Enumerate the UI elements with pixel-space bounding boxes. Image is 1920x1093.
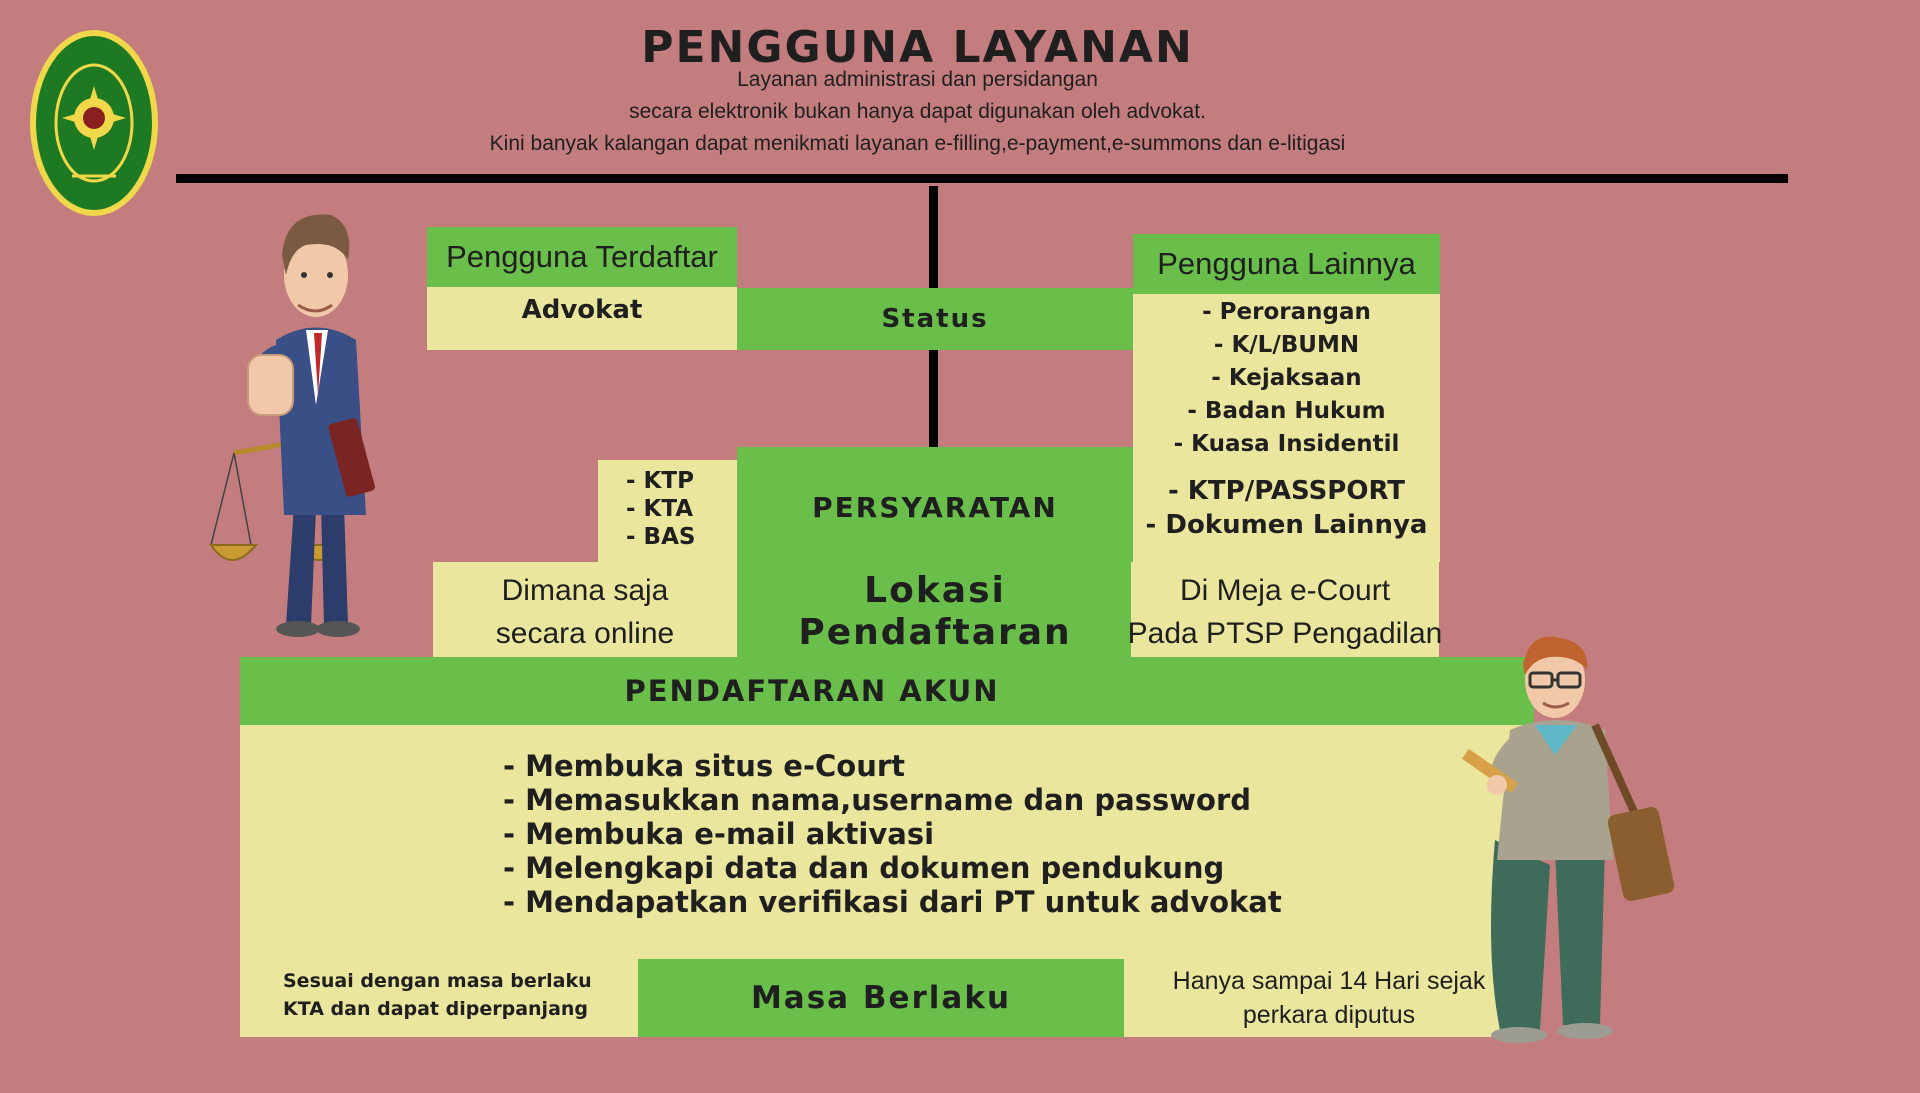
subtitle-line: Kini banyak kalangan dapat menikmati layanan e-filling,e-payment,e-summons dan e-litigasi [489,132,1346,155]
location-label [737,562,1133,662]
list-item: - Perorangan [1202,299,1371,325]
requirements-label: PERSYARATAN [737,447,1133,567]
registered-status-value: Advokat [427,287,737,350]
location-line: Di Meja e-Court [1179,574,1391,607]
connector-line-top [929,186,938,288]
status-label: Status [737,288,1133,350]
header-divider [176,174,1788,183]
account-registration-label: PENDAFTARAN AKUN [240,657,1534,725]
list-item: - KTP/PASSPORT [1167,476,1406,506]
registration-steps [503,749,1282,919]
validity-line: Hanya sampai 14 Hari sejak [1172,967,1486,995]
connector-line-mid [929,350,938,460]
list-item: - K/L/BUMN [1213,332,1360,358]
other-requirements-list [1133,460,1440,562]
list-item: - KTP [626,468,694,494]
location-line: Pada PTSP Pengadilan [1127,617,1443,650]
lawyer-with-scales-illustration [206,205,438,640]
account-registration-panel [240,725,1534,962]
validity-line: Sesuai dengan masa berlaku [283,970,592,992]
list-item: - KTA [626,496,694,522]
location-label-line: Lokasi [864,570,1006,611]
location-label-line: Pendaftaran [798,612,1072,653]
registered-validity [240,962,638,1037]
other-location [1127,562,1443,662]
list-item: - Badan Hukum [1187,398,1386,424]
other-users-title: Pengguna Lainnya [1133,234,1440,294]
validity-line: perkara diputus [1242,1001,1416,1029]
subtitle-line: secara elektronik bukan hanya dapat digunakan oleh advokat. [629,100,1206,123]
other-users-list [1133,294,1440,460]
list-item: - Memasukkan nama,username dan password [503,783,1252,817]
page-title: PENGGUNA LAYANAN [641,22,1194,73]
list-item: - Kuasa Insidentil [1173,431,1400,457]
list-item: - Mendapatkan verifikasi dari PT untuk advokat [503,885,1282,919]
list-item: - Melengkapi data dan dokumen pendukung [503,851,1225,885]
registered-requirements-list [598,460,737,562]
registered-location [433,562,737,662]
registered-users-title: Pengguna Terdaftar [427,227,737,287]
location-line: secara online [495,617,675,650]
subtitle-line: Layanan administrasi dan persidangan [737,68,1098,91]
list-item: - BAS [626,524,696,550]
list-item: - Kejaksaan [1211,365,1362,391]
validity-label: Masa Berlaku [638,959,1124,1037]
list-item: - Dokumen Lainnya [1145,510,1428,540]
location-line: Dimana saja [501,574,669,607]
student-with-bag-illustration [1455,635,1675,1045]
list-item: - Membuka e-mail aktivasi [503,817,935,851]
list-item: - Membuka situs e-Court [503,749,906,783]
validity-line: KTA dan dapat diperpanjang [283,998,589,1020]
subtitle [0,64,1835,160]
